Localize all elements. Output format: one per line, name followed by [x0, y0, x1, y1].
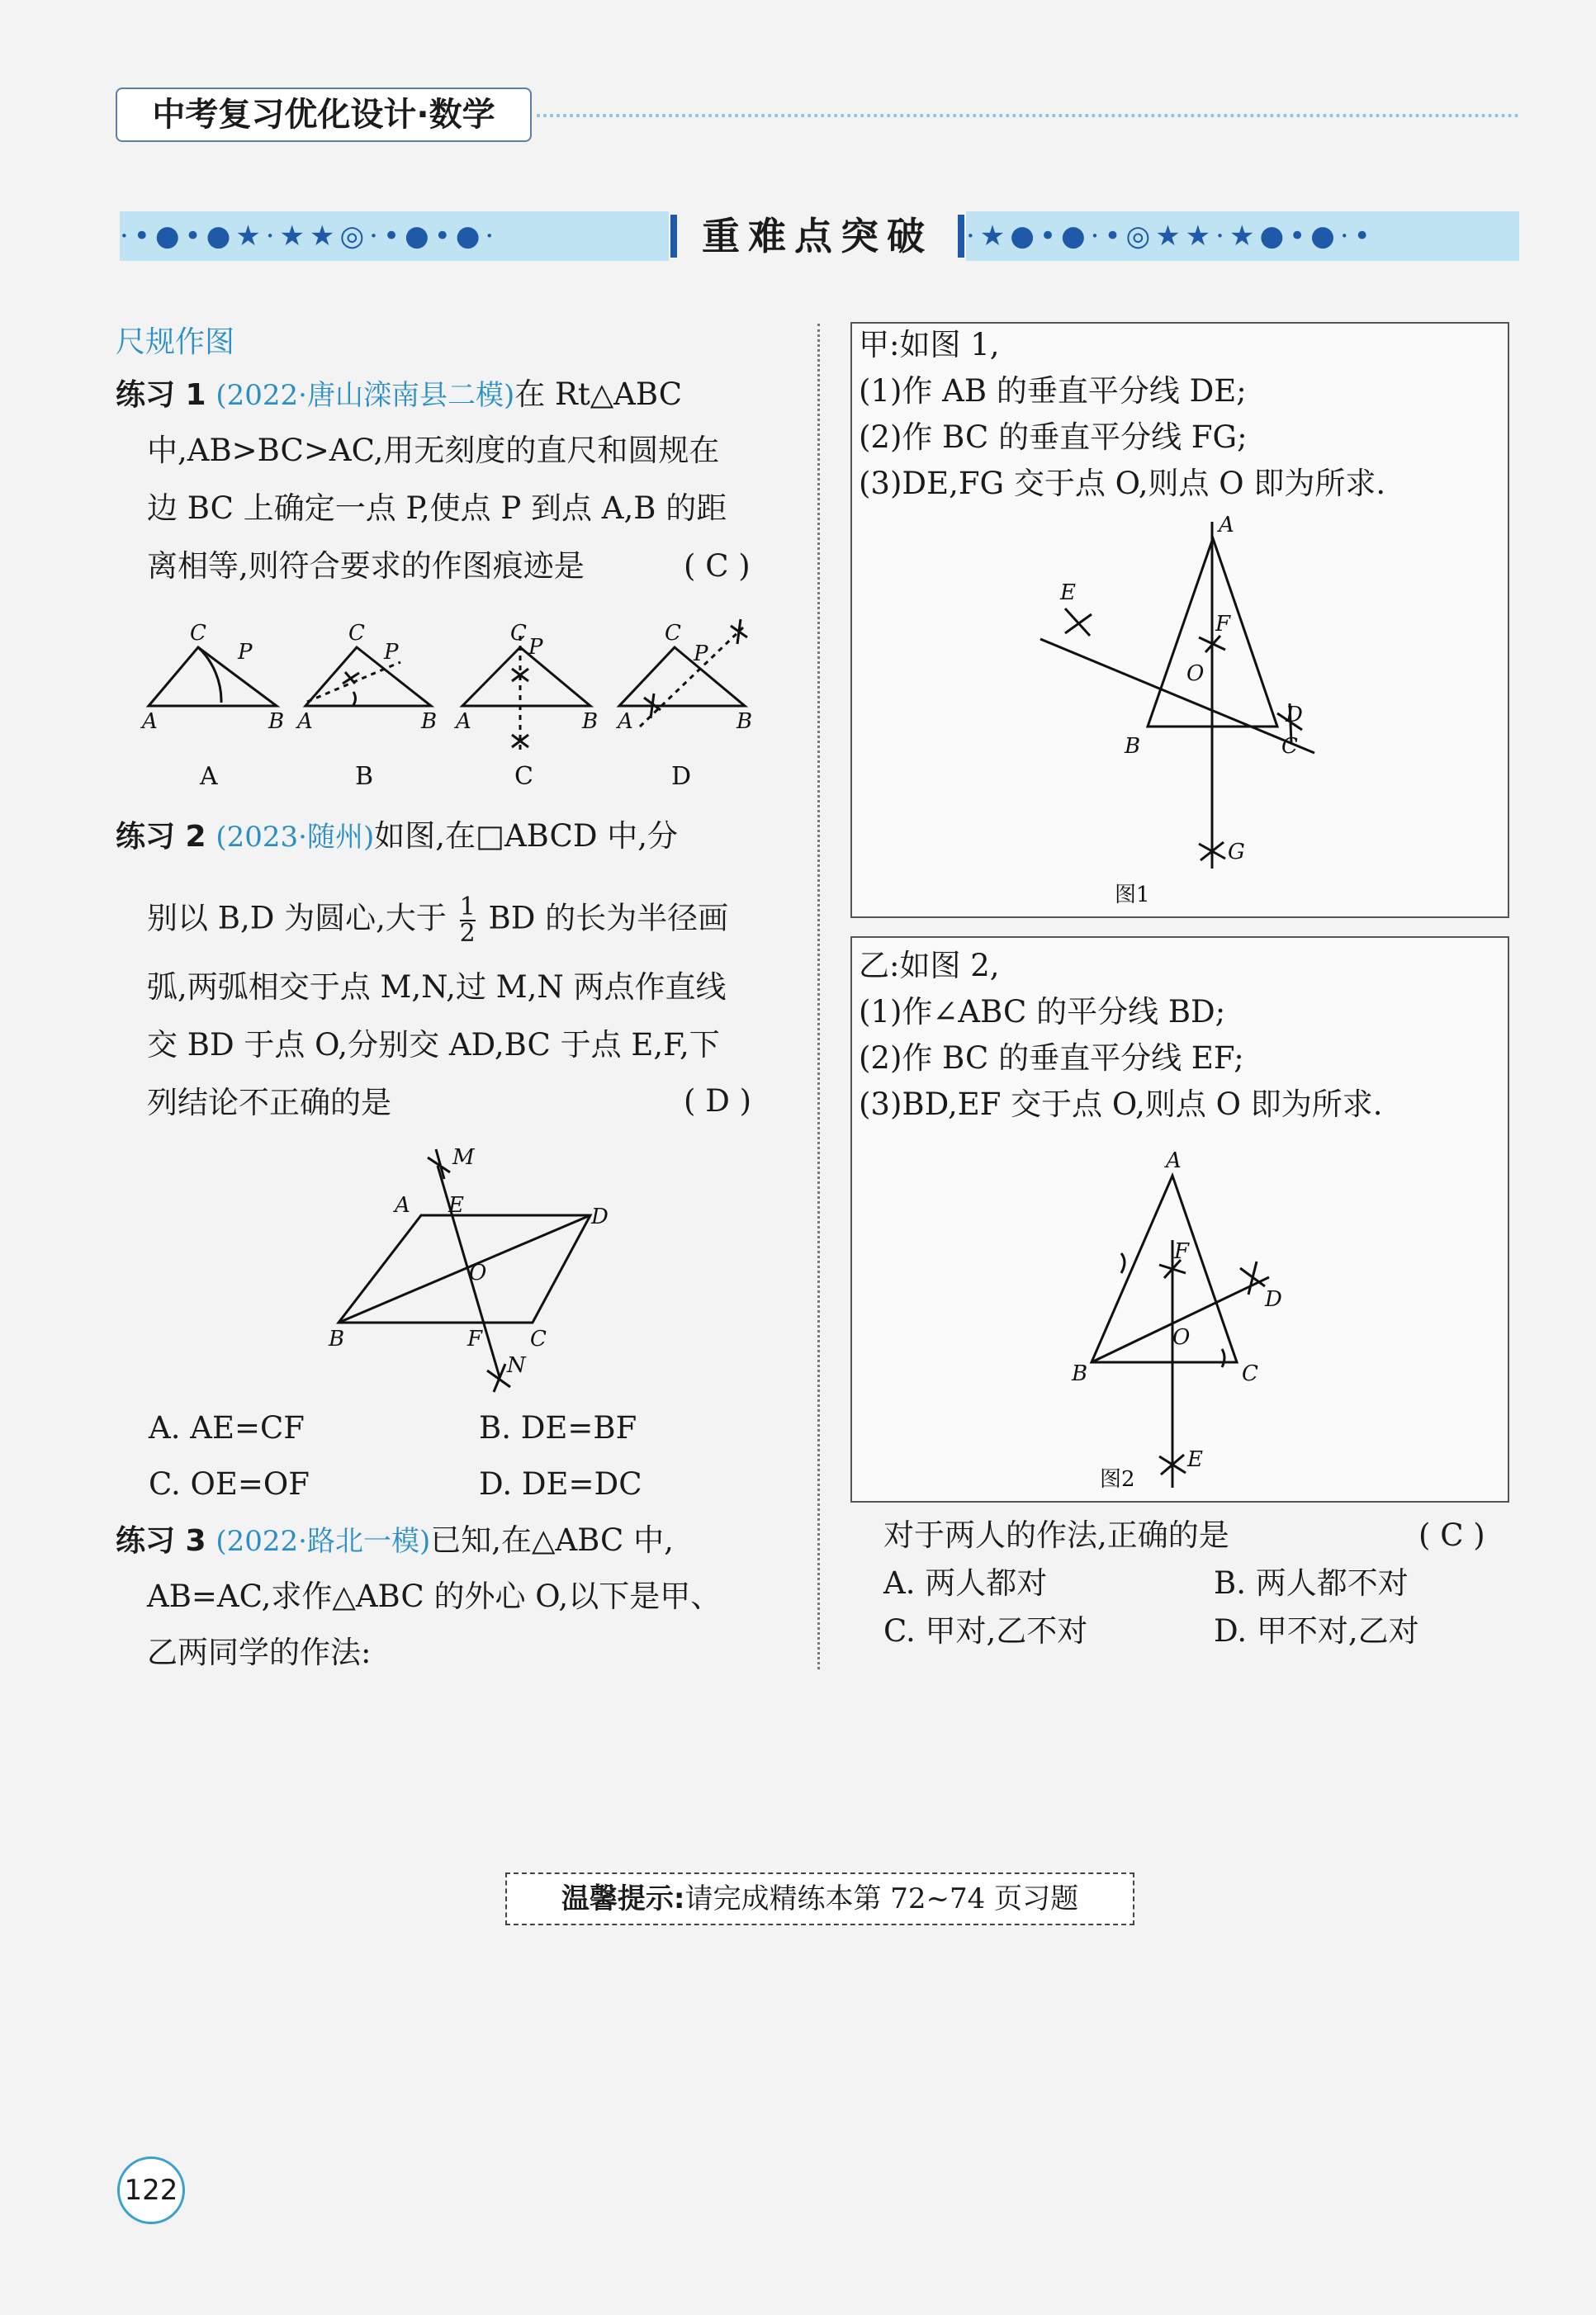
category-title: 尺规作图: [116, 325, 235, 359]
jia-line-2: (1)作 AB 的垂直平分线 DE;: [859, 373, 1247, 409]
svg-text:C: C: [665, 621, 681, 646]
ex2-line-4: 交 BD 于点 O,分别交 AD,BC 于点 E,F,下: [147, 1027, 720, 1063]
ex3-line-2: AB=AC,求作△ABC 的外心 O,以下是甲、: [147, 1579, 722, 1614]
section-title: 重难点突破: [702, 214, 933, 258]
ex2-line-5: 列结论不正确的是: [147, 1085, 391, 1120]
figure-2-caption: 图2: [1100, 1467, 1135, 1492]
option-d: D: [671, 762, 692, 791]
option-a: A: [200, 762, 218, 791]
ex2-label: 练习 2: [116, 820, 206, 854]
question-text: 对于两人的作法,正确的是: [883, 1517, 1229, 1553]
svg-text:F: F: [1174, 1239, 1190, 1264]
ex2-choice-d: D. DE=DC: [479, 1466, 642, 1502]
svg-text:C: C: [1242, 1361, 1258, 1386]
page-number: 122: [117, 2156, 185, 2224]
svg-text:P: P: [384, 640, 399, 665]
ex1-line-2: 中,AB>BC>AC,用无刻度的直尺和圆规在: [147, 433, 720, 468]
svg-text:F: F: [1215, 612, 1231, 637]
svg-text:A: A: [1166, 1148, 1182, 1173]
figure-2: [852, 1133, 1508, 1496]
yi-line-4: (3)BD,EF 交于点 O,则点 O 即为所求.: [859, 1086, 1383, 1122]
ex2-line-3: 弧,两弧相交于点 M,N,过 M,N 两点作直线: [147, 969, 727, 1005]
book-title: 中考复习优化设计·数学: [116, 88, 532, 142]
svg-text:O: O: [469, 1261, 487, 1285]
yi-line-2: (1)作∠ABC 的平分线 BD;: [859, 994, 1226, 1030]
fraction-half: $\frac{1}{2}$: [459, 892, 476, 948]
choice-b: B. 两人都不对: [1214, 1565, 1409, 1601]
svg-text:B: B: [268, 709, 285, 734]
ex3-text: 已知,在△ABC 中,: [430, 1522, 674, 1558]
fig-d-triangle: [619, 647, 745, 706]
decor-band-left: ·•●•●★·★★◎·•●•●·: [120, 211, 669, 261]
svg-text:D: D: [591, 1205, 609, 1229]
ex2-figure: [322, 1148, 628, 1395]
figure-1: [852, 505, 1508, 910]
ex1-answer: ( C ): [684, 548, 751, 584]
ex2-choice-b: B. DE=BF: [479, 1410, 637, 1446]
svg-text:C: C: [190, 621, 206, 646]
svg-text:A: A: [142, 709, 158, 734]
svg-text:F: F: [467, 1327, 483, 1352]
svg-text:E: E: [448, 1193, 464, 1218]
svg-text:B: B: [421, 709, 438, 734]
ex3-label: 练习 3: [116, 1524, 206, 1558]
svg-text:C: C: [510, 621, 527, 646]
decor-band-right: ·★●•●·•◎★★·★●•●·•: [966, 211, 1519, 261]
ex2-choice-c: C. OE=OF: [149, 1466, 310, 1502]
option-b: B: [355, 762, 374, 791]
figure-1-caption: 图1: [1115, 883, 1150, 907]
svg-text:C: C: [348, 621, 365, 646]
svg-text:A: A: [456, 709, 471, 734]
jia-line-4: (3)DE,FG 交于点 O,则点 O 即为所求.: [859, 466, 1386, 501]
ex1-line-1: [116, 378, 682, 412]
yi-line-1: 乙:如图 2,: [859, 948, 1000, 983]
svg-text:P: P: [694, 641, 708, 666]
svg-text:E: E: [1060, 580, 1076, 605]
ex2-choice-a: A. AE=CF: [149, 1410, 305, 1446]
svg-text:P: P: [528, 635, 543, 660]
title-bar-right: [958, 215, 964, 258]
svg-text:M: M: [452, 1148, 475, 1170]
svg-text:B: B: [1072, 1361, 1088, 1386]
ex2-answer: ( D ): [684, 1083, 752, 1119]
svg-text:G: G: [1228, 840, 1245, 864]
svg-text:E: E: [1187, 1447, 1203, 1472]
svg-text:B: B: [582, 709, 599, 734]
column-divider: [817, 324, 820, 1669]
ex2-line-2: 别以 B,D 为圆心,大于 $\frac{1}{2}$ BD 的长为半径画: [147, 892, 729, 948]
svg-text:A: A: [297, 709, 313, 734]
svg-text:C: C: [1281, 734, 1298, 759]
choice-d: D. 甲不对,乙对: [1214, 1613, 1419, 1649]
ex1-text: 在 Rt△ABC: [514, 376, 683, 412]
ex1-source: (2022·唐山滦南县二模): [215, 379, 515, 412]
ex3-line-1: [116, 1524, 674, 1558]
svg-text:D: D: [1286, 703, 1303, 727]
svg-text:A: A: [395, 1193, 410, 1218]
tip-text: 请完成精练本第 72~74 页习题: [684, 1882, 1079, 1915]
choice-c: C. 甲对,乙不对: [883, 1613, 1088, 1649]
svg-text:C: C: [530, 1327, 547, 1352]
fig-b-triangle: [305, 647, 431, 706]
svg-text:B: B: [1125, 734, 1141, 759]
ex1-line-4: 离相等,则符合要求的作图痕迹是: [147, 548, 585, 584]
fig-a-triangle: [149, 647, 277, 706]
fig-c-triangle: [462, 647, 590, 706]
svg-text:B: B: [736, 709, 753, 734]
svg-text:P: P: [238, 640, 253, 665]
header-dotted-rule: [537, 114, 1519, 117]
yi-line-3: (2)作 BC 的垂直平分线 EF;: [859, 1040, 1244, 1076]
svg-text:N: N: [507, 1353, 526, 1378]
ex3-line-3: 乙两同学的作法:: [147, 1635, 372, 1670]
tip-box: [505, 1872, 1134, 1925]
ex2-text: 如图,在□ABCD 中,分: [374, 818, 679, 854]
jia-line-3: (2)作 BC 的垂直平分线 FG;: [859, 419, 1248, 455]
ex3-source: (2022·路北一模): [215, 1525, 431, 1558]
option-c: C: [514, 762, 533, 791]
choice-a: A. 两人都对: [883, 1565, 1048, 1601]
question-answer: ( C ): [1418, 1517, 1485, 1553]
svg-text:A: A: [618, 709, 633, 734]
method-yi-box: [850, 936, 1509, 1503]
jia-line-1: 甲:如图 1,: [859, 327, 1000, 362]
svg-text:A: A: [1219, 513, 1234, 537]
ex1-figures: [132, 611, 793, 809]
ex1-line-3: 边 BC 上确定一点 P,使点 P 到点 A,B 的距: [147, 490, 727, 526]
svg-text:B: B: [329, 1327, 345, 1352]
tip-label: 温馨提示:: [561, 1882, 685, 1915]
ex1-label: 练习 1: [116, 378, 206, 412]
ex2-source: (2023·随州): [215, 821, 375, 854]
svg-text:D: D: [1265, 1287, 1282, 1312]
svg-text:O: O: [1186, 661, 1205, 686]
method-jia-box: [850, 322, 1509, 918]
svg-text:O: O: [1172, 1325, 1191, 1350]
ex2-line-1: [116, 820, 678, 854]
